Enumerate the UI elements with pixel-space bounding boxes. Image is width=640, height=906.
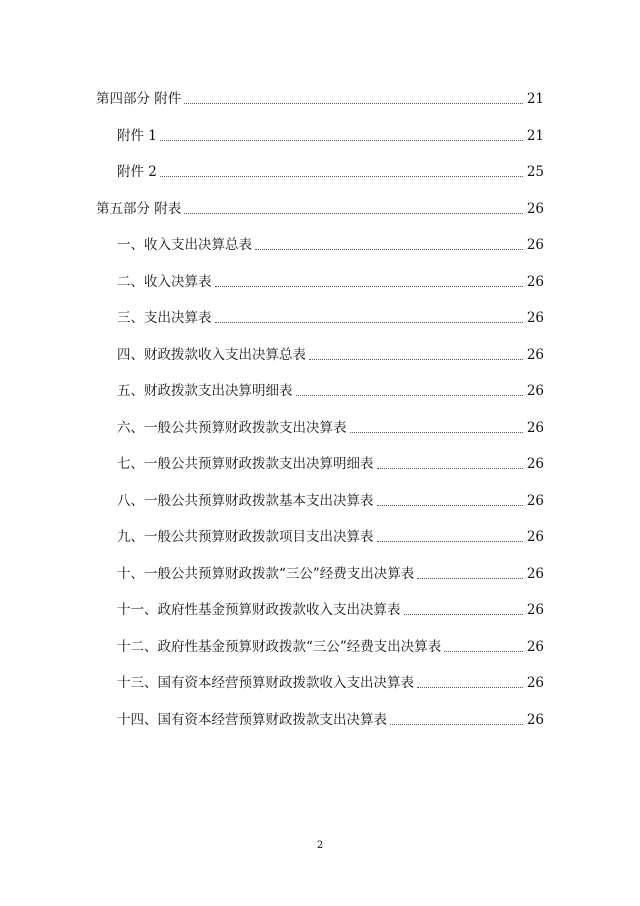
toc-entry-title: 附件 2 — [117, 164, 157, 180]
toc-entry-page: 26 — [526, 201, 544, 217]
toc-entry-title: 十二、政府性基金预算财政拨款“三公”经费支出决算表 — [117, 639, 442, 655]
toc-entry[interactable] — [0, 707, 640, 729]
toc-leader — [417, 578, 523, 579]
toc-entry[interactable] — [0, 159, 640, 181]
toc-leader — [215, 286, 524, 287]
toc-entry-title: 十、一般公共预算财政拨款“三公”经费支出决算表 — [117, 566, 415, 582]
toc-entry[interactable] — [0, 269, 640, 291]
toc-entry-title: 第四部分 附件 — [96, 91, 182, 107]
toc-entry[interactable] — [0, 232, 640, 254]
toc-leader — [160, 140, 523, 141]
toc-entry-page: 26 — [526, 347, 544, 363]
toc-leader — [444, 651, 523, 652]
toc-entry-title: 三、支出决算表 — [117, 310, 212, 326]
toc-entry-title: 八、一般公共预算财政拨款基本支出决算表 — [117, 493, 374, 509]
toc-entry-title: 七、一般公共预算财政拨款支出决算明细表 — [117, 456, 374, 472]
toc-entry-page: 26 — [526, 420, 544, 436]
toc-entry-page: 26 — [526, 493, 544, 509]
page-number: 2 — [316, 840, 324, 851]
toc-entry[interactable] — [0, 451, 640, 473]
toc-entry-title: 六、一般公共预算财政拨款支出决算表 — [117, 420, 347, 436]
toc-entry-page: 21 — [526, 91, 544, 107]
toc-entry-page: 21 — [526, 128, 544, 144]
toc-entry-page: 26 — [526, 310, 544, 326]
toc-leader — [160, 176, 523, 177]
toc-entry[interactable] — [0, 561, 640, 583]
toc-entry-page: 26 — [526, 456, 544, 472]
toc-entry-page: 26 — [526, 602, 544, 618]
toc-entry-title: 五、财政拨款支出决算明细表 — [117, 383, 293, 399]
toc-entry-page: 26 — [526, 712, 544, 728]
toc-entry-page: 25 — [526, 164, 544, 180]
toc-entry-page: 26 — [526, 566, 544, 582]
toc-leader — [255, 249, 523, 250]
toc-entry-title: 一、收入支出决算总表 — [117, 237, 252, 253]
toc-entry-title: 附件 1 — [117, 128, 157, 144]
toc-entry-page: 26 — [526, 274, 544, 290]
toc-leader — [309, 359, 523, 360]
toc-entry[interactable] — [0, 670, 640, 692]
toc-entry-title: 九、一般公共预算财政拨款项目支出决算表 — [117, 529, 374, 545]
toc-leader — [377, 468, 524, 469]
toc-entry-title: 十四、国有资本经营预算财政拨款支出决算表 — [117, 712, 387, 728]
toc-entry-page: 26 — [526, 383, 544, 399]
toc-entry[interactable] — [0, 524, 640, 546]
toc-entry-page: 26 — [526, 529, 544, 545]
toc-leader — [377, 541, 524, 542]
toc-entry-page: 26 — [526, 237, 544, 253]
toc-entry[interactable] — [0, 342, 640, 364]
toc-entry-page: 26 — [526, 639, 544, 655]
toc-entry[interactable] — [0, 86, 640, 108]
toc-entry[interactable] — [0, 634, 640, 656]
toc-entry-title: 十三、国有资本经营预算财政拨款收入支出决算表 — [117, 675, 414, 691]
toc-entry[interactable] — [0, 415, 640, 437]
toc-entry-page: 26 — [526, 675, 544, 691]
toc-entry[interactable] — [0, 123, 640, 145]
toc-entry-title: 第五部分 附表 — [96, 201, 182, 217]
toc-entry-title: 四、财政拨款收入支出决算总表 — [117, 347, 306, 363]
toc-entry[interactable] — [0, 378, 640, 400]
toc-entry[interactable] — [0, 196, 640, 218]
toc-leader — [184, 103, 523, 104]
toc-leader — [215, 322, 524, 323]
toc-leader — [417, 687, 523, 688]
toc-leader — [390, 724, 523, 725]
toc-entry-title: 二、收入决算表 — [117, 274, 212, 290]
toc-entry-title: 十一、政府性基金预算财政拨款收入支出决算表 — [117, 602, 401, 618]
toc-leader — [404, 614, 524, 615]
toc-entry[interactable] — [0, 305, 640, 327]
toc-leader — [377, 505, 524, 506]
toc-leader — [184, 213, 523, 214]
toc-leader — [296, 395, 524, 396]
toc-entry[interactable] — [0, 597, 640, 619]
toc-entry[interactable] — [0, 488, 640, 510]
toc-leader — [350, 432, 524, 433]
